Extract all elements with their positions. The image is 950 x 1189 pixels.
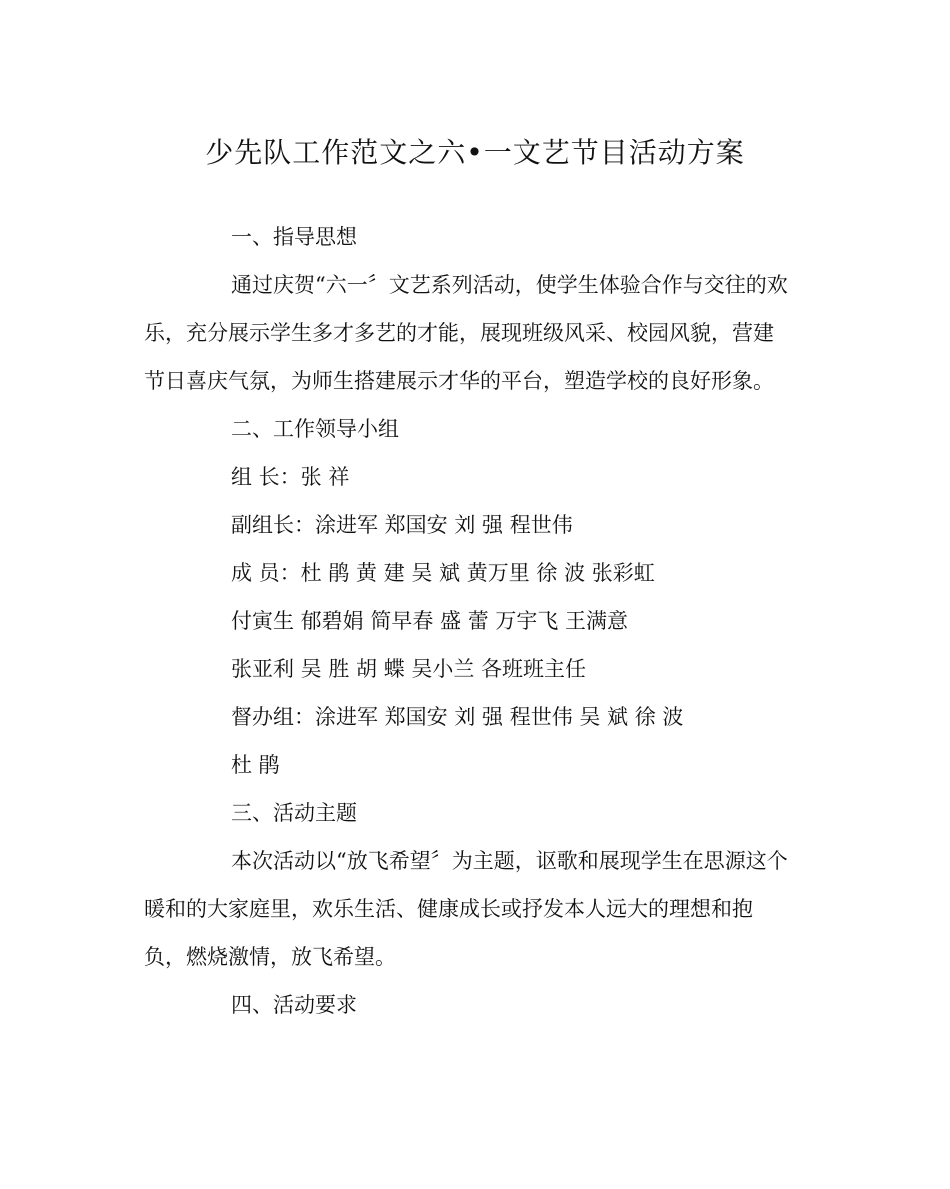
supervisor-line: 督办组：涂进军 郑国安 刘 强 程世伟 吴 斌 徐 波 [231,705,684,729]
paragraph-line: 负，燃烧激情，放飞希望。 [144,945,396,969]
paragraph-line: 通过庆贺“六一〞文艺系列活动，使学生体验合作与交往的欢 [231,273,788,297]
members-line: 成 员：杜 鹃 黄 建 吴 斌 黄万里 徐 波 张彩虹 [231,561,655,585]
section-heading-guiding-thought: 一、指导思想 [231,225,357,249]
leader-line: 组 长：张 祥 [231,465,350,489]
members-line: 张亚利 吴 胜 胡 蝶 吴小兰 各班班主任 [231,657,587,681]
section-heading-activity-requirements: 四、活动要求 [231,993,357,1017]
paragraph-line: 暖和的大家庭里，欢乐生活、健康成长或抒发本人远大的理想和抱 [144,897,753,921]
section-heading-leadership-group: 二、工作领导小组 [231,417,399,441]
members-line: 付寅生 郁碧娟 简早春 盛 蕾 万宇飞 王满意 [231,609,629,633]
paragraph-line: 本次活动以“放飞希望〞为主题，讴歌和展现学生在思源这个 [231,849,788,873]
deputy-leader-line: 副组长：涂进军 郑国安 刘 强 程世伟 [231,513,573,537]
supervisor-line: 杜 鹃 [231,753,280,777]
paragraph-line: 乐，充分展示学生多才多艺的才能，展现班级风采、校园风貌，营建 [144,321,774,345]
paragraph-line: 节日喜庆气氛，为师生搭建展示才华的平台，塑造学校的良好形象。 [144,369,774,393]
section-heading-activity-theme: 三、活动主题 [231,801,357,825]
document-title: 少先队工作范文之六•一文艺节目活动方案 [205,136,745,169]
